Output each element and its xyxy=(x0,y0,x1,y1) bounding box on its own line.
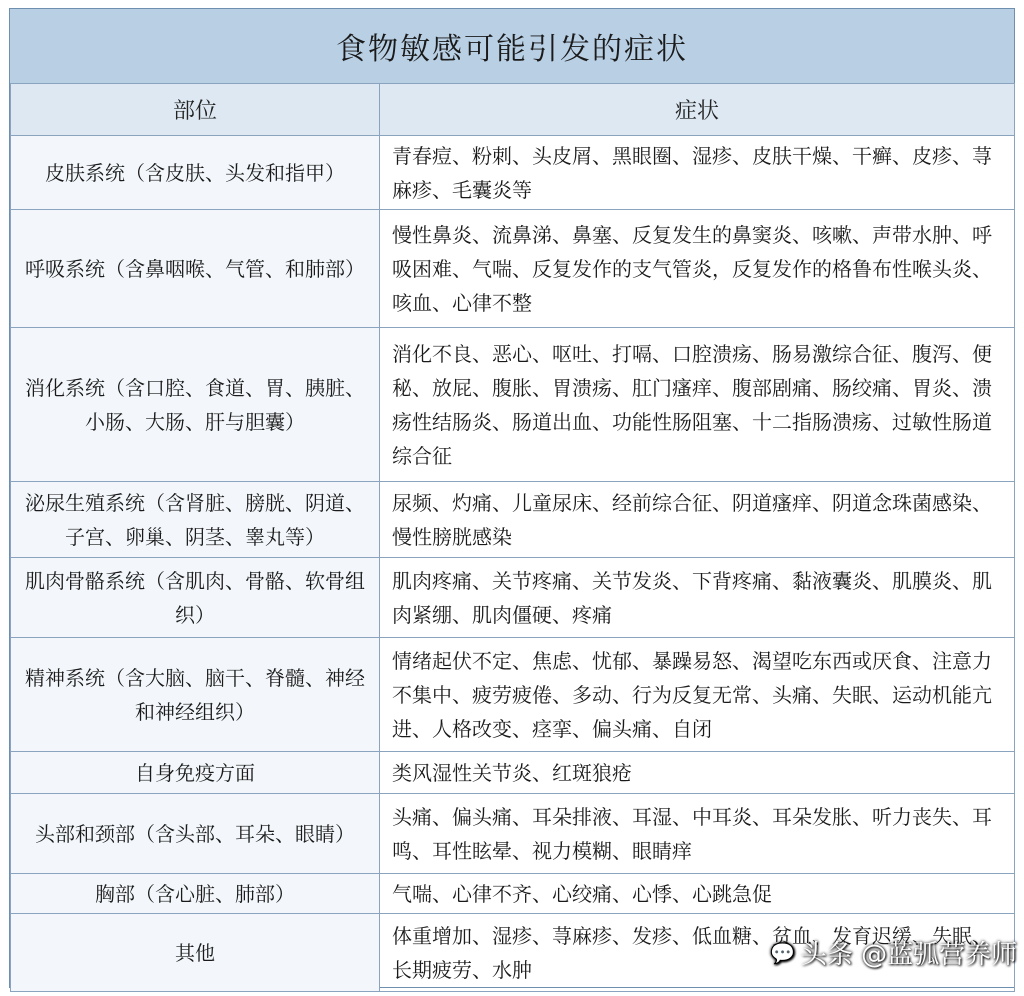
row-part: 胸部（含心脏、肺部） xyxy=(11,874,380,914)
table-row xyxy=(11,136,1015,210)
header-symptoms: 症状 xyxy=(380,84,1015,136)
chat-bubble-icon: 💬 xyxy=(770,940,795,965)
table-title: 食物敏感可能引发的症状 xyxy=(10,9,1014,84)
table-row xyxy=(11,794,1015,874)
row-symptoms: 肌肉疼痛、关节疼痛、关节发炎、下背疼痛、黏液囊炎、肌膜炎、肌肉紧绷、肌肉僵硬、疼痛 xyxy=(380,558,1015,638)
table-row xyxy=(11,482,1015,558)
source-watermark xyxy=(770,934,1017,971)
table-row xyxy=(11,210,1015,328)
symptom-table-sheet xyxy=(9,8,1018,988)
header-part: 部位 xyxy=(11,84,380,136)
table-row xyxy=(11,328,1015,482)
row-part: 泌尿生殖系统（含肾脏、膀胱、阴道、子宫、卵巢、阴茎、睾丸等） xyxy=(11,482,380,558)
row-symptoms: 情绪起伏不定、焦虑、忧郁、暴躁易怒、渴望吃东西或厌食、注意力不集中、疲劳疲倦、多动、行为反复无常、头痛、失眠、运动机能亢进、人格改变、痉挛、偏头痛、自闭 xyxy=(380,638,1015,752)
row-part: 自身免疫方面 xyxy=(11,752,380,794)
table-row xyxy=(11,752,1015,794)
table-row xyxy=(11,874,1015,914)
symptom-table xyxy=(10,83,1018,992)
row-part: 肌肉骨骼系统（含肌肉、骨骼、软骨组织） xyxy=(11,558,380,638)
table-row xyxy=(11,638,1015,752)
row-part: 消化系统（含口腔、食道、胃、胰脏、小肠、大肠、肝与胆囊） xyxy=(11,328,380,482)
row-symptoms: 慢性鼻炎、流鼻涕、鼻塞、反复发生的鼻窦炎、咳嗽、声带水肿、呼吸困难、气喘、反复发作的支气管炎，反复发作的格鲁布性喉头炎、咳血、心律不整 xyxy=(380,210,1015,328)
row-symptoms: 尿频、灼痛、儿童尿床、经前综合征、阴道瘙痒、阴道念珠菌感染、慢性膀胱感染 xyxy=(380,482,1015,558)
row-symptoms: 类风湿性关节炎、红斑狼疮 xyxy=(380,752,1015,794)
row-symptoms: 青春痘、粉刺、头皮屑、黑眼圈、湿疹、皮肤干燥、干癣、皮疹、荨麻疹、毛囊炎等 xyxy=(380,136,1015,210)
row-part: 其他 xyxy=(11,914,380,992)
row-part: 皮肤系统（含皮肤、头发和指甲） xyxy=(11,136,380,210)
watermark-text: 头条 @蓝弧营养师 xyxy=(800,940,1018,970)
row-symptoms: 体重增加、湿疹、荨麻疹、发疹、低血糖、贫血、发育迟缓、失眠、长期疲劳、水肿 xyxy=(380,914,1015,992)
row-symptoms: 消化不良、恶心、呕吐、打嗝、口腔溃疡、肠易激综合征、腹泻、便秘、放屁、腹胀、胃溃疡、肛门瘙痒、腹部剧痛、肠绞痛、胃炎、溃疡性结肠炎、肠道出血、功能性肠阻塞、十二指肠溃疡、过敏性肠道综合征 xyxy=(380,328,1015,482)
row-symptoms: 头痛、偏头痛、耳朵排液、耳湿、中耳炎、耳朵发胀、听力丧失、耳鸣、耳性眩晕、视力模糊、眼睛痒 xyxy=(380,794,1015,874)
row-symptoms: 气喘、心律不齐、心绞痛、心悸、心跳急促 xyxy=(380,874,1015,914)
row-part: 呼吸系统（含鼻咽喉、气管、和肺部） xyxy=(11,210,380,328)
table-row xyxy=(11,558,1015,638)
header-row xyxy=(11,84,1015,136)
row-part: 头部和颈部（含头部、耳朵、眼睛） xyxy=(11,794,380,874)
row-part: 精神系统（含大脑、脑干、脊髓、神经和神经组织） xyxy=(11,638,380,752)
